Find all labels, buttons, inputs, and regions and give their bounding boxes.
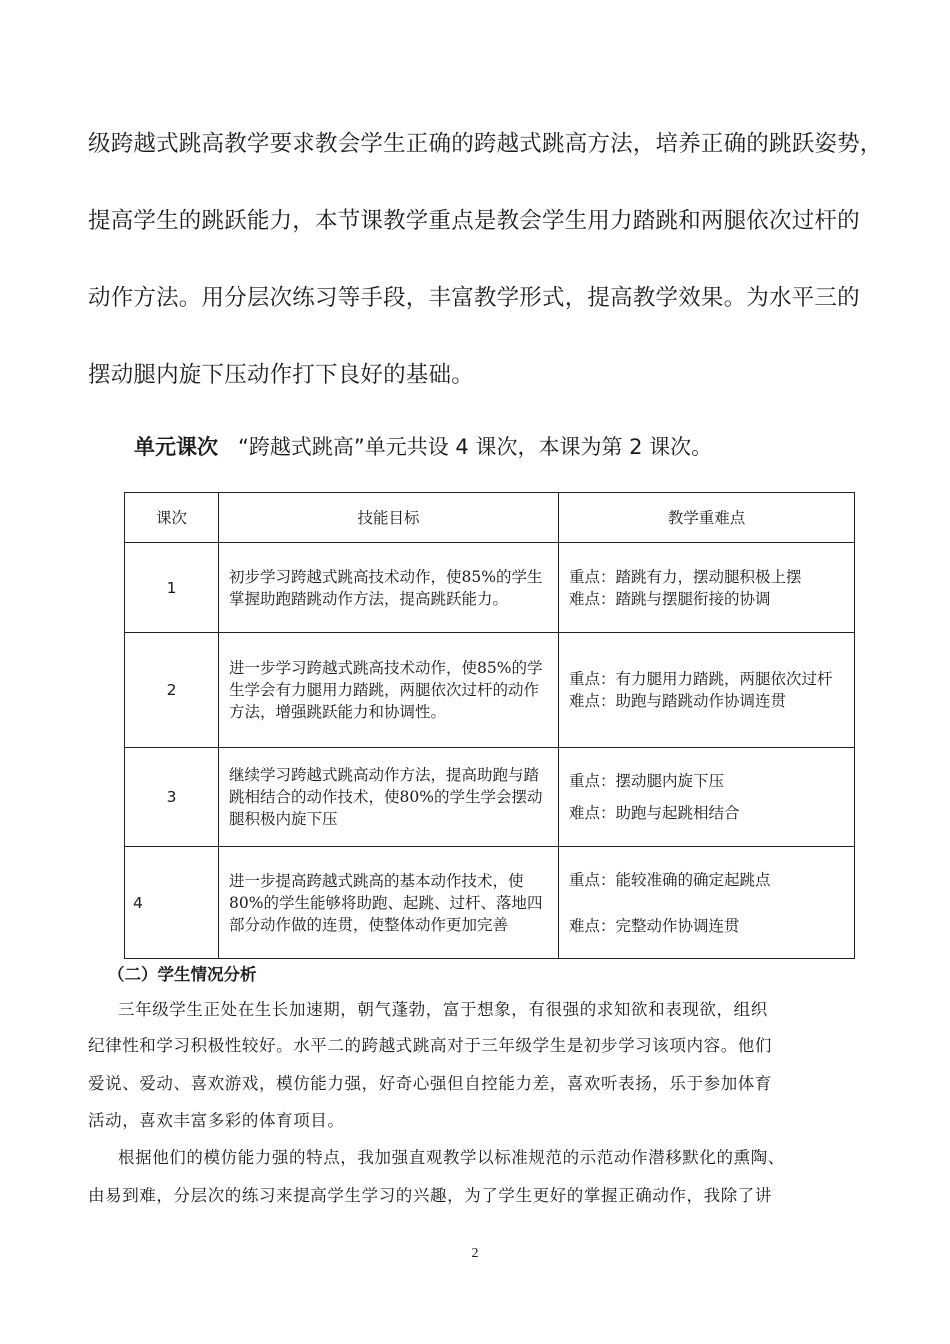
skill-goal: 继续学习跨越式跳高动作方法，提高助跑与踏跳相结合的动作技术，使80%的学生学会摆动腿积极内旋下压 xyxy=(219,748,559,847)
key-difficulty-cell xyxy=(559,748,855,847)
table-header-row xyxy=(125,493,855,543)
table-row xyxy=(125,633,855,748)
lesson-table xyxy=(124,492,855,959)
intro-line: 级跨越式跳高教学要求教会学生正确的跨越式跳高方法，培养正确的跳跃姿势， xyxy=(88,131,883,157)
page-number: 2 xyxy=(471,1246,479,1261)
analysis-line: 根据他们的模仿能力强的特点，我加强直观教学以标准规范的示范动作潜移默化的熏陶、 xyxy=(118,1148,785,1167)
intro-line: 摆动腿内旋下压动作打下良好的基础。 xyxy=(88,362,474,388)
unit-lesson-line xyxy=(134,431,712,461)
key-point: 重点：踏跳有力，摆动腿积极上摆 xyxy=(569,567,802,586)
key-difficulty-cell xyxy=(559,543,855,633)
unit-label: 单元课次 xyxy=(134,435,218,459)
key-difficulty-cell xyxy=(559,633,855,748)
header-lesson-number: 课次 xyxy=(125,493,219,543)
lesson-number: 1 xyxy=(125,543,219,633)
table-row xyxy=(125,847,855,959)
section-heading: （二）学生情况分析 xyxy=(108,965,257,984)
table-row xyxy=(125,543,855,633)
lesson-number: 4 xyxy=(125,847,219,959)
unit-text: “跨越式跳高”单元共设 4 课次，本课为第 2 课次。 xyxy=(238,435,713,459)
analysis-line: 纪律性和学习积极性较好。水平二的跨越式跳高对于三年级学生是初步学习该项内容。他们 xyxy=(88,1036,772,1055)
header-skill-goal: 技能目标 xyxy=(219,493,559,543)
header-key-difficulty: 教学重难点 xyxy=(559,493,855,543)
skill-goal: 进一步学习跨越式跳高技术动作，使85%的学生学会有力腿用力踏跳，两腿依次过杆的动作方法，增强跳跃能力和协调性。 xyxy=(219,633,559,748)
analysis-line: 活动，喜欢丰富多彩的体育项目。 xyxy=(88,1111,345,1130)
analysis-line: 三年级学生正处在生长加速期，朝气蓬勃，富于想象，有很强的求知欲和表现欲，组织 xyxy=(118,1000,768,1019)
difficulty-point: 难点：助跑与踏跳动作协调连贯 xyxy=(569,692,787,710)
key-point: 重点：有力腿用力踏跳，两腿依次过杆 xyxy=(569,670,833,688)
intro-line: 动作方法。用分层次练习等手段，丰富教学形式，提高教学效果。为水平三的 xyxy=(88,285,860,311)
key-point: 重点：摆动腿内旋下压 xyxy=(569,772,725,790)
table-row xyxy=(125,748,855,847)
difficulty-point: 难点：完整动作协调连贯 xyxy=(569,916,740,935)
intro-line: 提高学生的跳跃能力，本节课教学重点是教会学生用力踏跳和两腿依次过杆的 xyxy=(88,208,860,234)
analysis-line: 由易到难，分层次的练习来提高学生学习的兴趣，为了学生更好的掌握正确动作，我除了讲 xyxy=(88,1186,772,1205)
key-point: 重点：能较准确的确定起跳点 xyxy=(569,870,771,889)
lesson-number: 2 xyxy=(125,633,219,748)
key-difficulty-cell xyxy=(559,847,855,959)
lesson-number: 3 xyxy=(125,748,219,847)
skill-goal: 进一步提高跨越式跳高的基本动作技术，使80%的学生能够将助跑、起跳、过杆、落地四部分动作做的连贯，使整体动作更加完善 xyxy=(219,847,559,959)
difficulty-point: 难点：助跑与起跳相结合 xyxy=(569,804,740,822)
skill-goal: 初步学习跨越式跳高技术动作，使85%的学生掌握助跑踏跳动作方法，提高跳跃能力。 xyxy=(219,543,559,633)
analysis-line: 爱说、爱动、喜欢游戏，模仿能力强，好奇心强但自控能力差，喜欢听表扬，乐于参加体育 xyxy=(88,1074,772,1093)
difficulty-point: 难点：踏跳与摆腿衔接的协调 xyxy=(569,589,771,608)
